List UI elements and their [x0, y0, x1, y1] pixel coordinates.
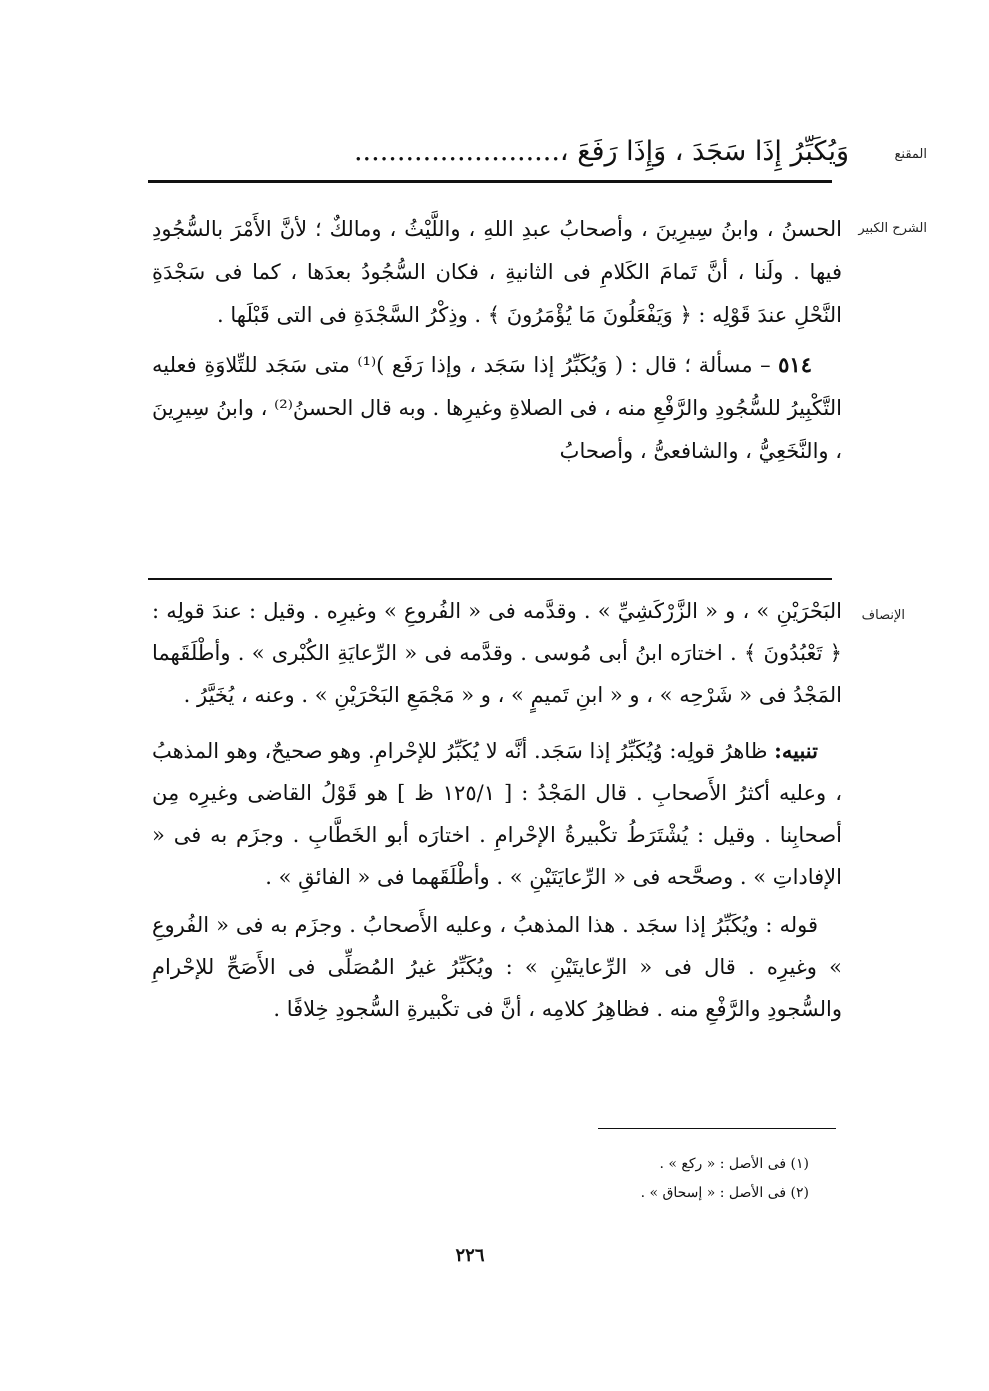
- insaf-label: الإنصاف: [861, 608, 905, 623]
- masala-text: – مسألة ؛ قال : ( وَيُكَبِّرُ إذا سَجَد ، وإذا رَفَع )⁽¹⁾ متى سَجَد للتِّلاوَةِ فعليه التَّكْبِيرُ للسُّجُودِ والرَّفْعِ منه ، فى الصلاةِ وغيرِها . وبه قال الحسنُ⁽²⁾ ، وابنُ سِيرِينَ ، والنَّخَعِيُّ ، والشافعىُّ ، وأصحابُ: [152, 353, 842, 463]
- footnotes: [409, 1150, 809, 1208]
- footnote-rule: [598, 1128, 836, 1129]
- section-rule: [148, 578, 832, 580]
- insaf-paragraph-2: [152, 730, 842, 898]
- footnote-1: (١) فى الأصل : « ركع » .: [659, 1156, 809, 1172]
- insaf-block: [152, 590, 842, 1030]
- footnote-2: (٢) فى الأصل : « إسحاق » .: [640, 1185, 809, 1201]
- sharh-paragraph-1: الحسنُ ، وابنُ سِيرِينَ ، وأصحابُ عبدِ اللهِ ، واللَّيْثُ ، ومالكٌ ؛ لأنَّ الأَمْرَ بالسُّجُودِ فيها . ولَنا ، أنَّ تَمامَ الكَلامِ فى الثانيةِ ، فكان السُّجُودُ بعدَها ، كما فى سَجْدَةِ النَّحْلِ عندَ قَوْلِه : ﴿ وَيَفْعَلُونَ مَا يُؤْمَرُونَ ﴾ . وذِكْرُ السَّجْدَةِ فى التى قَبْلَها .: [152, 217, 842, 327]
- sharh-label: الشرح الكبير: [858, 221, 927, 236]
- sharh-block: [152, 208, 842, 473]
- sharh-paragraph-2: [152, 343, 842, 473]
- tanbih-text: ظاهرُ قولِه: وُيُكَبِّرُ إذا سَجَد. أنَّه لا يُكَبِّرُ للإحْرامِ. وهو صحيحٌ، وهو المذهبُ ، وعليه أكثرُ الأَصحابِ . قال المَجْدُ : [ ١٢٥/١ ظ ] هو قَوْلُ القاضى وغيرِه مِن أصحابِنا . وقيل : يُشْتَرَطُ تكْبيرةُ الإحْرامِ . اختارَه أبو الخَطَّابِ . وجزَم به فى « الإفاداتِ » . وصحَّحه فى « الرِّعايَتَيْنِ » . وأطْلَقَهما فى « الفائقِ » .: [151, 739, 842, 889]
- muqni-label: المقنع: [894, 147, 927, 162]
- tanbih-label: تنبيه:: [774, 738, 818, 763]
- insaf-paragraph-3: قوله : ويُكَبِّرُ إذا سجَد . هذا المذهبُ ، وعليه الأَصحابُ . وجزَم به فى « الفُروعِ » وغيرِه . قال فى « الرِّعايتَيْنِ » : ويُكَبِّرُ غيرُ المُصَلِّى فى الأَصَحِّ للإحْرامِ والسُّجودِ والرَّفْعِ منه . فظاهِرُ كلامِه ، أنَّ فى تكْبيرةِ السُّجودِ خِلافًا .: [152, 913, 842, 1021]
- page-number: ٢٢٦: [455, 1245, 485, 1266]
- muqni-text: وَيُكَبِّرُ إِذَا سَجَدَ ، وَإِذَا رَفَعَ ،........................: [353, 136, 849, 167]
- insaf-paragraph-1: البَحْرَيْنِ » ، و « الزَّرْكَشِيِّ » . وقدَّمه فى « الفُروعِ » وغيرِه . وقيل : عندَ قولِه : ﴿ تَعْبُدُونَ ﴾ . اختارَه ابنُ أبى مُوسى . وقدَّمه فى « الرِّعايَةِ الكُبْرى » . وأطْلَقَهما المَجْدُ فى « شَرْحِه » ، و « ابنِ تَميمٍ » ، و « مَجْمَعِ البَحْرَيْنِ » . وعنه ، يُخَيَّرُ .: [152, 599, 842, 707]
- masala-number: ٥١٤: [778, 352, 812, 377]
- header-rule: [148, 180, 832, 183]
